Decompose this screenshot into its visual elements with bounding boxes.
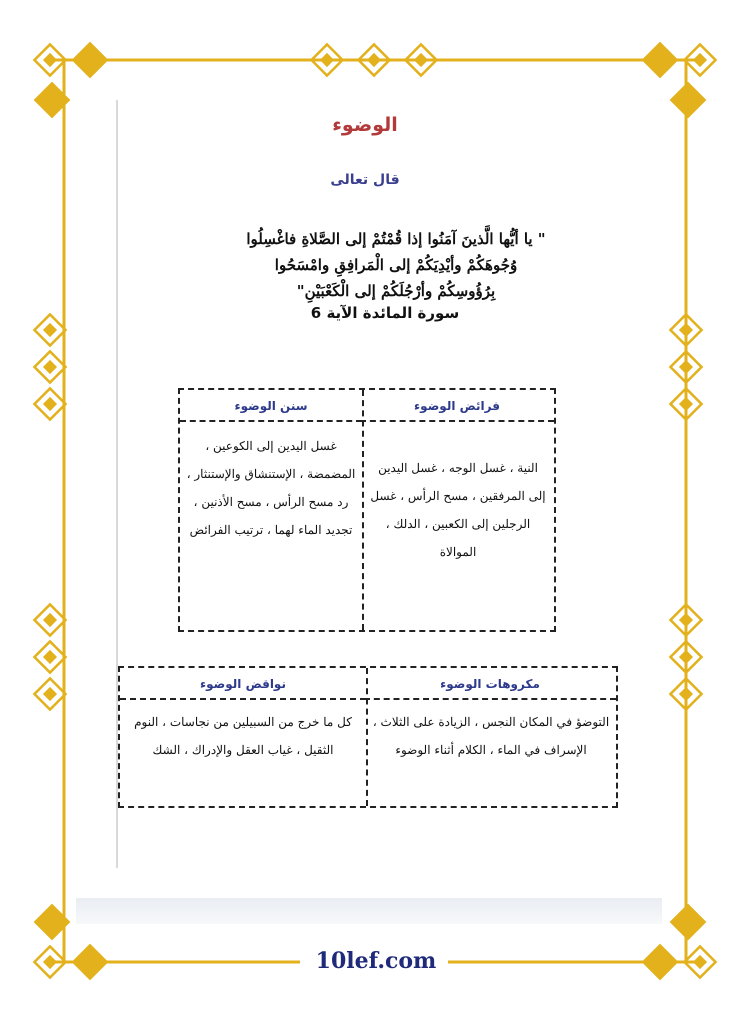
header-obligations: فرائض الوضوء [360,390,554,422]
header-sunnah: سنن الوضوء [180,390,362,422]
verse-line: وُجُوهَكُمْ وأيْدِيَكُمْ إلى الْمَرافِقِ وامْسَحُوا [274,256,518,274]
cell-disliked: التوضؤ في المكان النجس ، الزيادة على الثلاث ، الإسراف في الماء ، الكلام أثناء الوضوء [372,715,610,757]
header-nullifiers: نواقض الوضوء [120,668,366,700]
cell-obligations: النية ، غسل الوجه ، غسل اليدين إلى المرفقين ، مسح الرأس ، غسل الرجلين إلى الكعبين ، الدلك ، الموالاة [370,461,546,559]
verse-reference: سورة المائدة الآية 6 [310,304,460,322]
bottom-strip [76,898,662,924]
site-watermark: 10lef.com [315,948,437,974]
table-disliked-nullifiers [118,666,618,808]
quran-verse [240,226,552,304]
verse-line: " يا أيُّها الَّذينَ آمَنُوا إذا قُمْتُمْ إلى الصَّلاةِ فاغْسِلُوا [246,230,546,248]
subtitle: قال تعالى [330,172,400,188]
table-obligations-sunnah [178,388,556,632]
cell-nullifiers: كل ما خرج من السبيلين من نجاسات ، النوم الثقيل ، غياب العقل والإدراك ، الشك [134,715,352,757]
cell-sunnah: غسل اليدين إلى الكوعين ، المضمضة ، الإستنشاق والإستنثار ، رد مسح الرأس ، مسح الأذنين ، تجديد الماء لهما ، ترتيب الفرائض [186,439,356,537]
header-disliked: مكروهات الوضوء [364,668,616,700]
verse-line: بِرُؤُوسِكُمْ وأرْجُلَكُمْ إلى الْكَعْبَيْنِ" [296,282,496,300]
page-title: الوضوء [332,114,398,136]
